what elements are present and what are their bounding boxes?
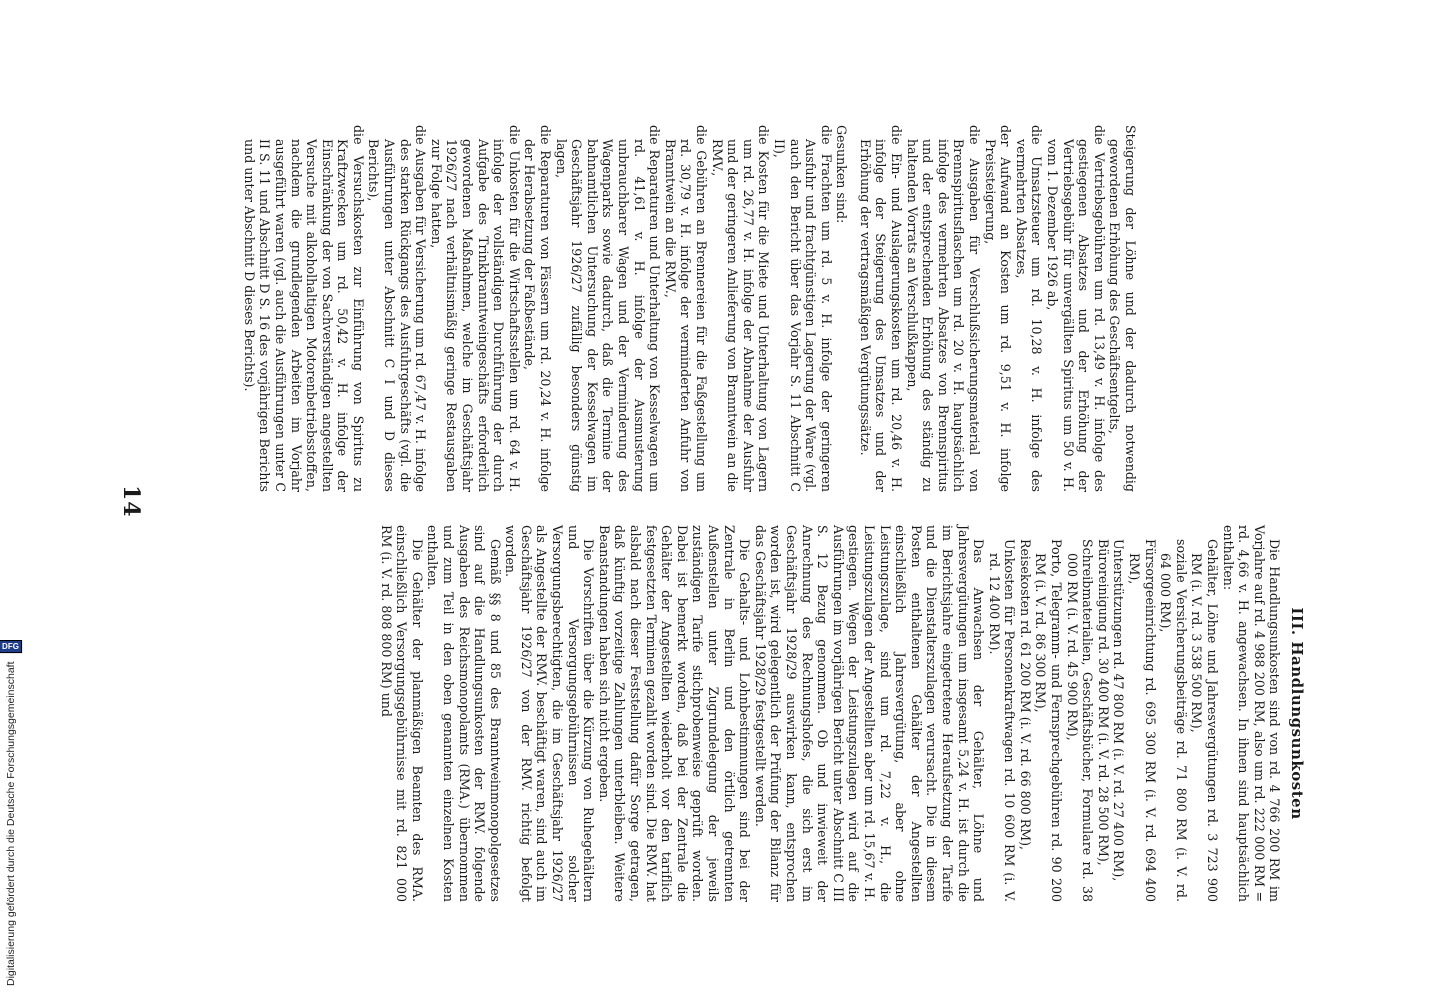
text-paragraph: die Umsatzsteuer um rd. 10,28 v. H. infolge des vermehrten Absatzes, <box>1013 125 1045 492</box>
text-paragraph: die Vertriebsgebühren um rd. 13,49 v. H. infolge des gestiegenen Absatzes und der Erhöhung der Vertriebsgebühr für unvergällten Spiritus um 50 v. H. vom 1. Dezember 1926 ab, <box>1045 125 1107 492</box>
text-paragraph: Die Handlungsunkosten sind von rd. 4 766 200 RM im Vorjahre auf rd. 4 988 200 RM, also um rd. 222 000 RM = rd. 4,66 v. H. angewachsen. In ihnen sind hauptsächlich enthalten: <box>1220 525 1283 902</box>
dfg-logo: DFG <box>0 641 22 654</box>
text-paragraph: die Gebühren an Brennereien für die Faßgestellung um rd. 30,79 v. H. infolge der verminderten Anfuhr von Branntwein an die RMV., <box>662 125 709 492</box>
text-paragraph: Das Anwachsen der Gehälter, Löhne und Jahresvergütungen um insgesamt 5,24 v. H. ist durch die im Berichtsjahre eingetretene Heraufsetzung der Tarife und die Dienstalterszulagen verursacht. Die in diesem Posten enthaltenen Gehälter der Angestellten einschließlich Jahresvergütung, aber ohne Leistungszulage, sind um rd. 7,22 v. H., die Leistungszulagen der Angestellten aber um rd. 15,67 v. H. gestiegen. Wegen der Leistungszulagen wird auf die Ausführungen im vorjährigen Bericht unter Abschnitt C III S. 12 Bezug genommen. Ob und inwieweit der Anrechnung des Rechnungshofes, die sich erst im Geschäftsjahr 1928/29 auswirken kann, entsprochen worden ist, wird gelegentlich der Prüfung der Bilanz für das Geschäftsjahr 1928/29 festgestellt werden. <box>752 525 987 902</box>
text-paragraph: die Versuchskosten zur Einführung von Spiritus zu Kraftzwecken um rd. 50,42 v. H. infolge der Einschränkung der von Sachverständigen angestellten Versuche mit alkoholhaltigen Motorenbetriebsstoffen, nachdem die grundlegenden Arbeiten im Vorjahr ausgeführt waren (vgl. auch die Ausführungen unter C II S. 11 und Abschnitt D S. 16 des vorjährigen Berichts und unter Abschnitt D dieses Berichts). <box>241 125 366 492</box>
text-paragraph: Die Vorschriften über die Kürzung von Ruhegehältern und Versorgungsgebührnissen solcher Versorgungsberechtigten, die im Geschäftsjahr 1926/27 als Angestellte der RMV. beschäftigt waren, sind auch im Geschäftsjahr 1926/27 von der RMV. richtig befolgt worden. <box>503 525 597 902</box>
text-paragraph: Unterstützungen rd. 47 800 RM (i. V. rd. 27 400 RM), <box>1111 539 1127 882</box>
text-paragraph: der Aufwand an Kosten um rd. 9,51 v. H. infolge Preissteigerung, <box>982 125 1014 492</box>
right-text-column <box>304 525 1304 902</box>
text-paragraph: die Frachten um rd. 5 v. H. infolge der geringeren Ausfuhr und frachtgünstigen Lagerung der Ware (vgl. auch den Bericht über das Vorjahr S. 11 Abschnitt C II), <box>771 125 834 492</box>
text-paragraph: Gesunken sind: <box>834 125 850 224</box>
text-paragraph: die Reparaturen und Unterhaltung von Kesselwagen um rd. 41,61 v. H. infolge der Ausmusterung unbrauchbarer Wagen und der Verminderung des Wagenparks sowie dadurch, daß die Termine der bahnamtlichen Untersuchung der Kesselwagen im Geschäftsjahr 1926/27 zufällig besonders günstig lagen, <box>553 125 663 492</box>
page-number: 14 <box>118 485 144 518</box>
section-heading: III. Handlungsunkosten <box>1288 607 1306 820</box>
text-paragraph: die Ausgaben für Versicherung um rd. 67,47 v. H. infolge des starken Rückgangs des Ausfuhrgeschäfts (vgl. die Ausführungen unter Abschnitt C I und D dieses Berichts), <box>366 125 429 492</box>
text-paragraph: Die Gehälter der planmäßigen Beamten des RMA. einschließlich Versorgungsgebührnisse mit rd. 821 000 RM (i. V. rd. 808 800 RM) und <box>378 525 425 902</box>
text-paragraph: die Ein- und Auslagerungskosten um rd. 20,46 v. H. infolge der Steigerung des Umsatzes und der Erhöhung der vertragsmäßigen Vergütungssätze. <box>857 125 905 492</box>
text-paragraph: soziale Versicherungsbeiträge rd. 71 800 RM (i. V. rd. 64 000 RM), <box>1158 539 1189 902</box>
text-paragraph: Reisekosten rd. 61 200 RM (i. V. rd. 66 800 RM), <box>1017 539 1033 851</box>
left-text-column <box>188 125 1138 492</box>
text-paragraph: die Ausgaben für Verschlußsicherungsmaterial von Brennspiritusflaschen um rd. 20 v. H. hauptsächlich infolge des vermehrten Absatzes von Brennspiritus und der entsprechenden Erhöhung des ständig zu haltenden Vorrats an Verschlußkappen, <box>904 125 983 492</box>
digitization-footer <box>4 636 17 986</box>
text-paragraph: Schreibmaterialien, Geschäftsbücher, Formulare rd. 38 000 RM (i. V. rd. 45 900 RM), <box>1064 539 1096 902</box>
text-paragraph: Gemäß §§ 8 und 85 des Branntweinmonopolgesetzes sind auf die Handlungsunkosten der RMV. folgende Ausgaben des Reichsmonopolamts (RMA.) übernommen und zum Teil in den oben genannten einzelnen Kosten enthalten. <box>425 525 503 902</box>
text-paragraph: Büroreinigung rd. 30 400 RM (i. V. rd. 28 500 RM), <box>1095 539 1111 866</box>
text-paragraph: Steigerung der Löhne und der dadurch notwendig gewordenen Erhöhung des Geschäftsentgelts, <box>1107 125 1138 492</box>
text-paragraph: Unkosten für Personenkraftwagen rd. 10 600 RM (i. V. rd. 12 400 RM). <box>986 539 1018 902</box>
text-paragraph: Fürsorgeeinrichtung rd. 695 300 RM (i. V. rd. 694 400 RM), <box>1127 539 1158 902</box>
text-paragraph: Gehälter, Löhne und Jahresvergütungen rd. 3 723 900 RM (i. V. rd. 3 538 500 RM), <box>1189 539 1221 902</box>
text-paragraph: die Unkosten für die Wirtschaftsstellen um rd. 64 v. H. infolge der vollständigen Durchführung der durch Aufgabe des Trinkbranntweingeschäfts erforderlich gewordenen Maßnahmen, welche im Geschäftsjahr 1926/27 nach verhältnismäßig geringe Restausgaben zur Folge hatten, <box>428 125 522 492</box>
footer-note: Digitalisierung gefördert durch die Deutsche Forschungsgemeinschaft <box>4 661 17 986</box>
text-paragraph: die Kosten für die Miete und Unterhaltung von Lagern um rd. 26,77 v. H. infolge der Abnahme der Ausfuhr und der geringeren Anlieferung von Branntwein an die RMV., <box>709 125 772 492</box>
text-paragraph: die Reparaturen von Fässern um rd. 20,24 v. H. infolge der Herabsetzung der Faßbestände, <box>522 125 554 492</box>
paragraph-spacer <box>849 125 857 492</box>
text-paragraph: Die Gehalts- und Lohnbestimmungen sind bei der Zentrale in Berlin und den örtlich getrennten Außenstellen unter Zugrundelegung der jeweils zuständigen Tarife stichprobenweise geprüft worden. Dabei ist bemerkt worden, daß bei der Zentrale die Gehälter der Angestellten wiederholt vor den tariflich festgesetzten Terminen gezahlt worden sind. Die RMV. hat alsbald nach dieser Feststellung dafür Sorge getragen, daß künftig vorzeitige Zahlungen unterbleiben. Weitere Beanstandungen haben sich nicht ergeben. <box>596 525 753 902</box>
right-column-body <box>378 525 1282 902</box>
text-paragraph: Porto, Telegramm- und Fernsprechgebühren rd. 90 200 RM (i. V. rd. 86 300 RM), <box>1033 539 1065 902</box>
